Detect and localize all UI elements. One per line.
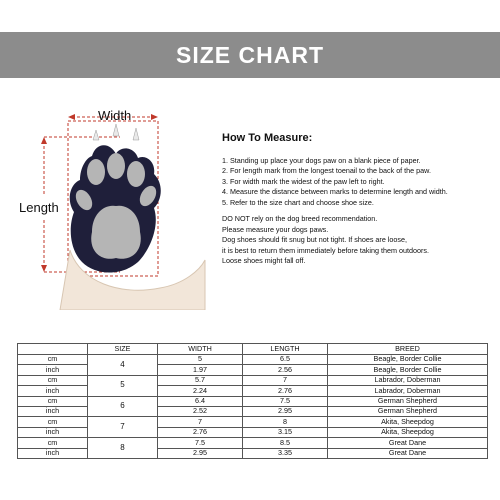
table-row — [18, 396, 488, 406]
breed-cell: Labrador, Doberman — [328, 386, 488, 396]
size-cell: 5 — [88, 375, 158, 396]
length-cell: 3.15 — [243, 427, 328, 437]
column-header-breed: BREED — [328, 344, 488, 355]
width-cell: 2.76 — [158, 427, 243, 437]
claw-3 — [133, 128, 139, 140]
how-to-measure-section — [222, 132, 498, 267]
unit-cell: inch — [18, 427, 88, 437]
breed-cell: Beagle, Border Collie — [328, 365, 488, 375]
breed-cell: Beagle, Border Collie — [328, 355, 488, 365]
table-row — [18, 375, 488, 385]
width-cell: 2.95 — [158, 448, 243, 458]
unit-cell: cm — [18, 417, 88, 427]
width-arrow-left-head — [68, 114, 75, 120]
width-cell: 2.24 — [158, 386, 243, 396]
size-cell: 6 — [88, 396, 158, 417]
table-row — [18, 438, 488, 448]
breed-cell: Great Dane — [328, 438, 488, 448]
breed-cell: Akita, Sheepdog — [328, 417, 488, 427]
paw-measurement-diagram — [0, 100, 210, 310]
page-title: SIZE CHART — [176, 42, 324, 68]
unit-cell: inch — [18, 406, 88, 416]
length-cell: 8.5 — [243, 438, 328, 448]
width-cell: 2.52 — [158, 406, 243, 416]
claw-2 — [113, 124, 119, 136]
unit-cell: cm — [18, 438, 88, 448]
size-cell: 8 — [88, 438, 158, 459]
width-arrow-right-head — [151, 114, 158, 120]
claw-1 — [93, 130, 99, 140]
main-pad — [91, 206, 141, 259]
breed-cell: Labrador, Doberman — [328, 375, 488, 385]
length-arrow-bottom-head — [41, 265, 47, 272]
measure-notes — [222, 214, 498, 267]
length-cell: 8 — [243, 417, 328, 427]
unit-cell: inch — [18, 448, 88, 458]
note-line: DO NOT rely on the dog breed recommendation. — [222, 214, 378, 224]
note-line: Loose shoes might fall off. — [222, 256, 306, 266]
breed-cell: Akita, Sheepdog — [328, 427, 488, 437]
width-cell: 5.7 — [158, 375, 243, 385]
length-cell: 7.5 — [243, 396, 328, 406]
unit-cell: inch — [18, 365, 88, 375]
width-cell: 6.4 — [158, 396, 243, 406]
measure-step: 4. Measure the distance between marks to determine length and width. — [222, 187, 448, 197]
length-label: Length — [19, 200, 59, 215]
length-cell: 2.76 — [243, 386, 328, 396]
length-cell: 3.35 — [243, 448, 328, 458]
unit-cell: cm — [18, 355, 88, 365]
column-header-unit — [18, 344, 88, 355]
title-banner — [0, 32, 500, 78]
width-cell: 7 — [158, 417, 243, 427]
unit-cell: cm — [18, 375, 88, 385]
breed-cell: German Shepherd — [328, 406, 488, 416]
toe-pad-3 — [127, 161, 145, 187]
column-header-length: LENGTH — [243, 344, 328, 355]
width-cell: 5 — [158, 355, 243, 365]
measure-step: 5. Refer to the size chart and choose shoe size. — [222, 197, 374, 207]
column-header-size: SIZE — [88, 344, 158, 355]
measure-step: 2. For length mark from the longest toenail to the back of the paw. — [222, 166, 431, 176]
table-row — [18, 355, 488, 365]
note-line: Dog shoes should fit snug but not tight. If shoes are loose, — [222, 235, 407, 245]
width-label: Width — [98, 108, 132, 123]
length-cell: 2.95 — [243, 406, 328, 416]
column-header-width: WIDTH — [158, 344, 243, 355]
length-cell: 2.56 — [243, 365, 328, 375]
table-row — [18, 417, 488, 427]
unit-cell: cm — [18, 396, 88, 406]
note-line: Please measure your dogs paws. — [222, 224, 329, 234]
measure-steps-list — [222, 156, 498, 208]
size-cell: 4 — [88, 355, 158, 376]
width-cell: 7.5 — [158, 438, 243, 448]
breed-cell: Great Dane — [328, 448, 488, 458]
width-cell: 1.97 — [158, 365, 243, 375]
measure-step: 1. Standing up place your dogs paw on a blank piece of paper. — [222, 156, 421, 165]
size-chart-table — [17, 343, 488, 459]
size-cell: 7 — [88, 417, 158, 438]
toe-pad-1 — [87, 159, 105, 185]
unit-cell: inch — [18, 386, 88, 396]
toe-pad-2 — [107, 153, 125, 179]
measure-step: 3. For width mark the widest of the paw left to right. — [222, 176, 385, 186]
note-line: it is best to return them immediately before taking them outdoors. — [222, 245, 429, 255]
table-header-row — [18, 344, 488, 355]
how-to-measure-title: How To Measure: — [222, 132, 313, 144]
length-arrow-top-head — [41, 137, 47, 144]
length-cell: 7 — [243, 375, 328, 385]
breed-cell: German Shepherd — [328, 396, 488, 406]
length-cell: 6.5 — [243, 355, 328, 365]
